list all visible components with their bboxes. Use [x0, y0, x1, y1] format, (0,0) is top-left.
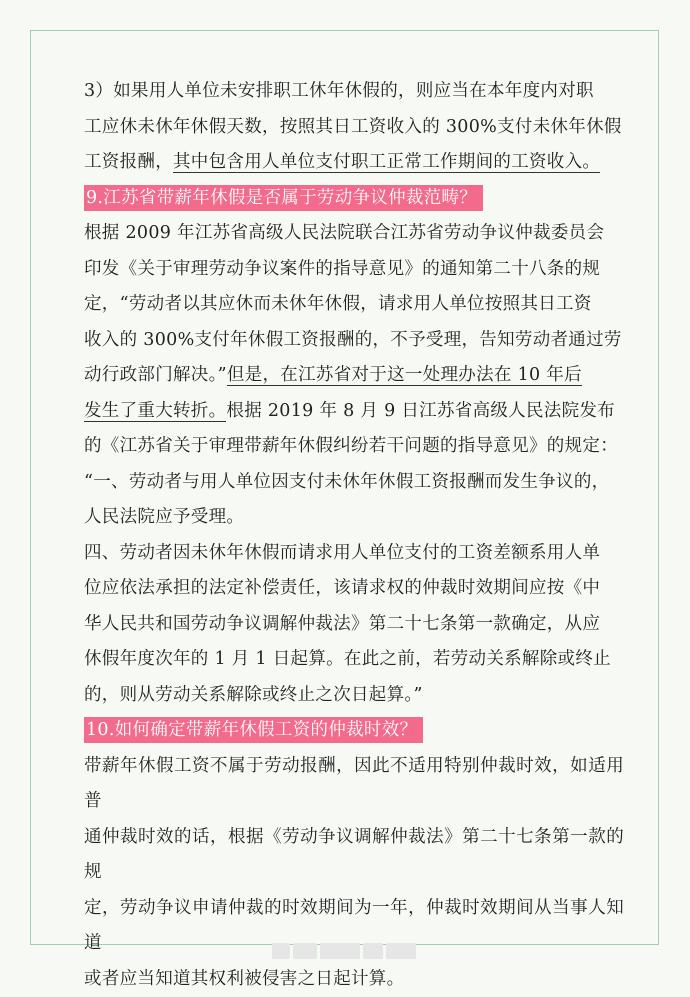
paragraph-line: 带薪年休假工资不属于劳动报酬，因此不适用特别仲裁时效，如适用普 — [84, 749, 624, 820]
underlined-text: 其中包含用人单位支付职工正常工作期间的工资收入。 — [173, 152, 600, 173]
blurred-watermark — [272, 940, 418, 962]
document-body — [84, 74, 624, 997]
paragraph-line: 收入的 300%支付年休假工资报酬的，不予受理，告知劳动者通过劳 — [84, 323, 624, 359]
highlighted-heading: 10.如何确定带薪年休假工资的仲裁时效？ — [84, 717, 423, 743]
watermark-block — [293, 943, 317, 959]
paragraph-line — [84, 394, 624, 430]
paragraph-line: 根据 2009 年江苏省高级人民法院联合江苏省劳动争议仲裁委员会 — [84, 216, 624, 252]
paragraph-line: 通仲裁时效的话，根据《劳动争议调解仲裁法》第二十七条第一款的规 — [84, 820, 624, 891]
section-heading-10 — [84, 713, 624, 749]
watermark-block — [363, 943, 383, 959]
text-segment: 动行政部门解决。” — [84, 365, 227, 385]
section-heading-9 — [84, 181, 624, 217]
paragraph-line: 华人民共和国劳动争议调解仲裁法》第二十七条第一款确定，从应 — [84, 607, 624, 643]
highlighted-heading: 9.江苏省带薪年休假是否属于劳动争议仲裁范畴？ — [84, 185, 483, 211]
watermark-block — [320, 943, 360, 959]
watermark-block — [272, 943, 290, 959]
watermark-block — [386, 943, 416, 959]
paragraph-line: 人民法院应予受理。 — [84, 500, 624, 536]
paragraph-line: 的，则从劳动关系解除或终止之次日起算。” — [84, 678, 624, 714]
paragraph-line: 位应依法承担的法定补偿责任，该请求权的仲裁时效期间应按《中 — [84, 571, 624, 607]
paragraph-line: 的《江苏省关于审理带薪年休假纠纷若干问题的指导意见》的规定： — [84, 429, 624, 465]
paragraph-line — [84, 145, 624, 181]
paragraph-line: 定，“劳动者以其应休而未休年休假，请求用人单位按照其日工资 — [84, 287, 624, 323]
paragraph-line — [84, 358, 624, 394]
paragraph-line: 工应休未休年休假天数，按照其日工资收入的 300%支付未休年休假 — [84, 110, 624, 146]
underlined-text: 但是，在江苏省对于这一处理办法在 10 年后 — [227, 365, 582, 386]
paragraph-line: “一、劳动者与用人单位因支付未休年休假工资报酬而发生争议的， — [84, 465, 624, 501]
paragraph-line: 休假年度次年的 1 月 1 日起算。在此之前，若劳动关系解除或终止 — [84, 642, 624, 678]
text-segment: 工资报酬， — [84, 152, 173, 172]
paragraph-line: 或者应当知道其权利被侵害之日起计算。 — [84, 962, 624, 997]
paragraph-line: 印发《关于审理劳动争议案件的指导意见》的通知第二十八条的规 — [84, 252, 624, 288]
underlined-text: 发生了重大转折。 — [84, 401, 226, 422]
paragraph-line: 定，劳动争议申请仲裁的时效期间为一年，仲裁时效期间从当事人知道 — [84, 891, 624, 962]
text-segment: 根据 2019 年 8 月 9 日江苏省高级人民法院发布 — [226, 401, 615, 421]
paragraph-line: 3）如果用人单位未安排职工休年休假的，则应当在本年度内对职 — [84, 74, 624, 110]
paragraph-line: 四、劳动者因未休年休假而请求用人单位支付的工资差额系用人单 — [84, 536, 624, 572]
